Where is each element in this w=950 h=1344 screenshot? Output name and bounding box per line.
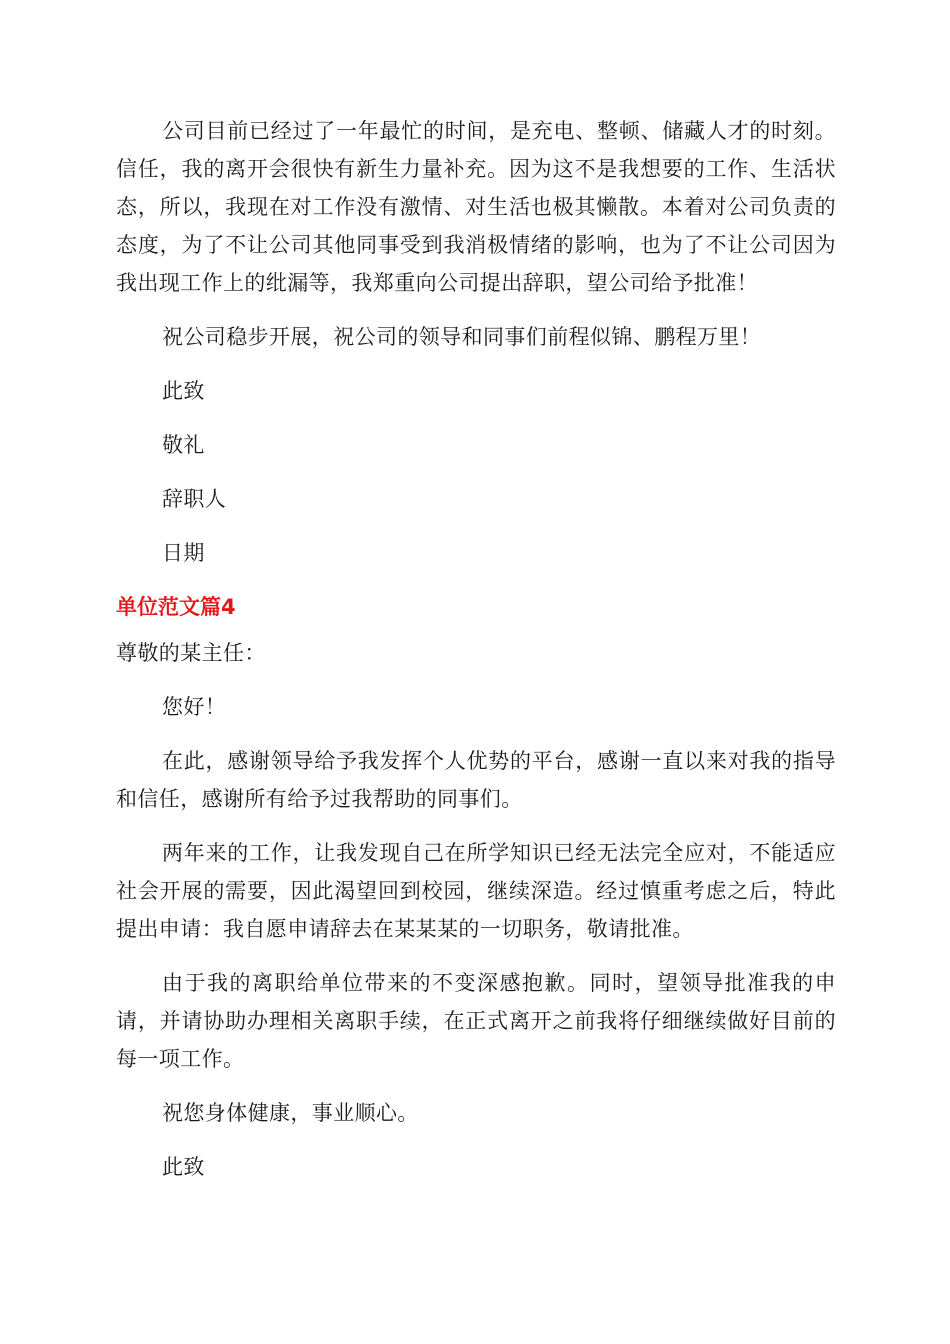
section-heading: 单位范文篇4 (116, 595, 236, 619)
body-paragraph: 由于我的离职给单位带来的不变深感抱歉。同时，望领导批准我的申请，并请协助办理相关离职手续，在正式离开之前我将仔细继续做好目前的每一项工作。 (116, 971, 836, 1071)
body-paragraph: 在此，感谢领导给予我发挥个人优势的平台，感谢一直以来对我的指导和信任，感谢所有给予过我帮助的同事们。 (116, 749, 836, 811)
body-paragraph: 公司目前已经过了一年最忙的时间，是充电、整顿、储藏人才的时刻。信任，我的离开会很快有新生力量补充。因为这不是我想要的工作、生活状态，所以，我现在对工作没有激情、对生活也极其懒散。本着对公司负责的态度，为了不让公司其他同事受到我消极情绪的影响，也为了不让公司因为我出现工作上的纰漏等，我郑重向公司提出辞职，望公司给予批准！ (116, 119, 836, 295)
closing-cizhi: 此致 (162, 379, 205, 403)
closing-jingli: 敬礼 (162, 433, 205, 457)
date-label: 日期 (162, 541, 205, 565)
closing-wish: 祝公司稳步开展，祝公司的领导和同事们前程似锦、鹏程万里！ (162, 325, 762, 349)
document-page (116, 112, 836, 1202)
body-paragraph: 两年来的工作，让我发现自己在所学知识已经无法完全应对，不能适应社会开展的需要，因此渴望回到校园，继续深造。经过慎重考虑之后，特此提出申请：我自愿申请辞去在某某某的一切职务，敬请批准。 (116, 841, 836, 941)
signature-label: 辞职人 (162, 487, 227, 511)
salutation: 尊敬的某主任： (116, 641, 266, 665)
greeting: 您好！ (162, 695, 227, 719)
closing-cizhi: 此致 (162, 1155, 205, 1179)
closing-wish: 祝您身体健康，事业顺心。 (162, 1101, 419, 1125)
